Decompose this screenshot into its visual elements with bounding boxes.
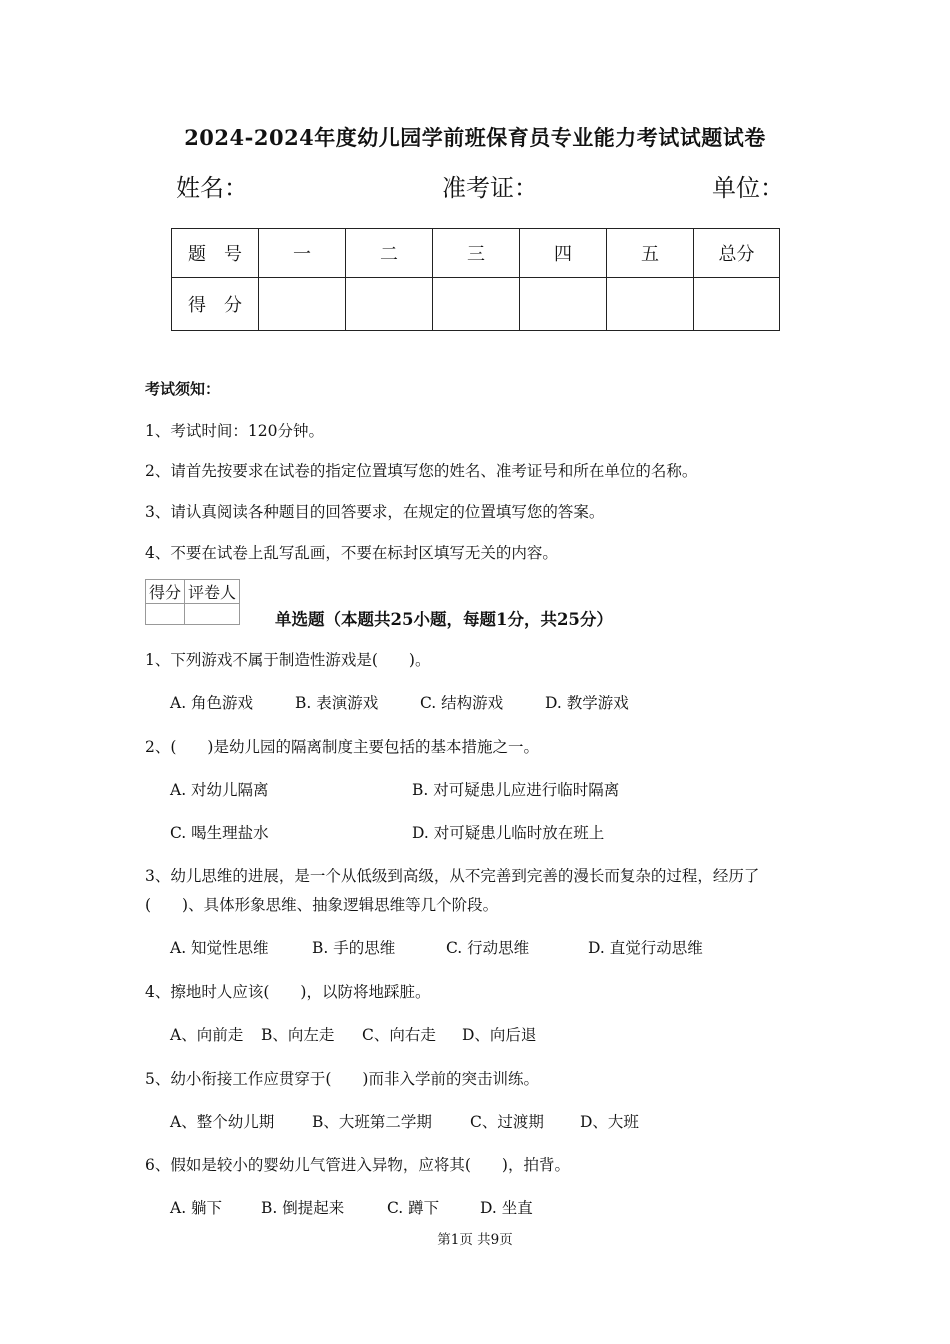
- question-option: A. 角色游戏: [170, 694, 254, 712]
- question-option: A、向前走: [170, 1026, 244, 1044]
- grader-reviewer-cell[interactable]: [185, 604, 240, 625]
- grader-score-cell[interactable]: [146, 604, 185, 625]
- score-cell[interactable]: [607, 278, 694, 331]
- question-option: D、大班: [580, 1113, 639, 1131]
- question-option: C、过渡期: [470, 1113, 544, 1131]
- score-row-label: 得 分: [172, 278, 259, 331]
- score-header-cell: 总分: [694, 229, 780, 278]
- question-option: A. 对幼儿隔离: [170, 781, 269, 799]
- exam-number-field-label: 准考证：: [442, 174, 538, 202]
- question-option: A. 知觉性思维: [170, 939, 269, 957]
- question-option: C. 蹲下: [387, 1199, 440, 1217]
- question-stem: 5、幼小衔接工作应贯穿于( )而非入学前的突击训练。: [145, 1070, 539, 1088]
- notice-item: 2、请首先按要求在试卷的指定位置填写您的姓名、准考证号和所在单位的名称。: [145, 462, 698, 480]
- score-header-cell: 五: [607, 229, 694, 278]
- score-cell[interactable]: [433, 278, 520, 331]
- score-cell[interactable]: [259, 278, 346, 331]
- notice-item: 4、不要在试卷上乱写乱画，不要在标封区填写无关的内容。: [145, 544, 558, 562]
- question-stem: 1、下列游戏不属于制造性游戏是( )。: [145, 651, 431, 669]
- question-option: A、整个幼儿期: [170, 1113, 275, 1131]
- question-option: B. 倒提起来: [261, 1199, 345, 1217]
- score-header-cell: 二: [346, 229, 433, 278]
- question-stem: 2、( )是幼儿园的隔离制度主要包括的基本措施之一。: [145, 738, 539, 756]
- question-option: C. 结构游戏: [420, 694, 504, 712]
- notice-item: 1、考试时间：120分钟。: [145, 422, 324, 440]
- grader-score-label: 得分: [146, 580, 185, 604]
- notice-item: 3、请认真阅读各种题目的回答要求，在规定的位置填写您的答案。: [145, 503, 605, 521]
- score-table: [171, 228, 780, 331]
- question-stem: 6、假如是较小的婴幼儿气管进入异物，应将其( )，拍背。: [145, 1156, 570, 1174]
- question-stem: 4、擦地时人应该( )，以防将地踩脏。: [145, 983, 431, 1001]
- question-stem-continued: ( )、具体形象思维、抽象逻辑思维等几个阶段。: [145, 896, 499, 914]
- score-header-cell: 四: [520, 229, 607, 278]
- question-option: B、大班第二学期: [312, 1113, 432, 1131]
- question-option: D. 对可疑患儿临时放在班上: [412, 824, 605, 842]
- question-option: D. 教学游戏: [545, 694, 629, 712]
- question-option: D. 坐直: [480, 1199, 533, 1217]
- score-table-score-row: [172, 278, 780, 331]
- page-footer: 第1页 共9页: [437, 1232, 513, 1248]
- name-field-label: 姓名：: [176, 174, 248, 202]
- score-header-cell: 三: [433, 229, 520, 278]
- notice-heading: 考试须知：: [145, 380, 221, 398]
- score-header-cell: 题 号: [172, 229, 259, 278]
- section-heading: 单选题（本题共25小题，每题1分，共25分）: [275, 610, 613, 629]
- question-option: C、向右走: [362, 1026, 436, 1044]
- score-cell[interactable]: [346, 278, 433, 331]
- question-stem: 3、幼儿思维的进展，是一个从低级到高级，从不完善到完善的漫长而复杂的过程，经历了: [145, 867, 760, 885]
- grader-reviewer-label: 评卷人: [185, 580, 240, 604]
- page-title: 2024-2024年度幼儿园学前班保育员专业能力考试试题试卷: [184, 125, 766, 150]
- unit-field-label: 单位：: [712, 174, 784, 202]
- question-option: D. 直觉行动思维: [588, 939, 703, 957]
- question-option: C. 行动思维: [446, 939, 530, 957]
- score-cell[interactable]: [694, 278, 780, 331]
- score-table-header-row: [172, 229, 780, 278]
- grader-box: [145, 579, 240, 625]
- question-option: B. 手的思维: [312, 939, 396, 957]
- question-option: A. 躺下: [170, 1199, 223, 1217]
- score-cell[interactable]: [520, 278, 607, 331]
- question-option: B、向左走: [261, 1026, 335, 1044]
- question-option: B. 对可疑患儿应进行临时隔离: [412, 781, 620, 799]
- question-option: C. 喝生理盐水: [170, 824, 269, 842]
- question-option: D、向后退: [462, 1026, 537, 1044]
- question-option: B. 表演游戏: [295, 694, 379, 712]
- score-header-cell: 一: [259, 229, 346, 278]
